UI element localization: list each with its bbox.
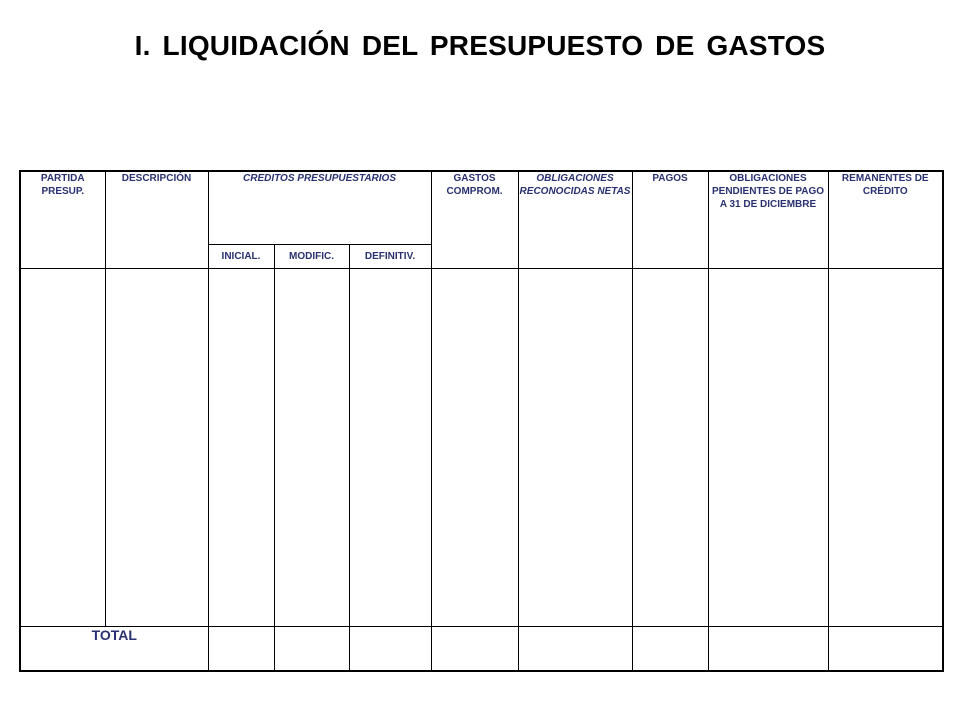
header-gastos-comprom: GASTOS COMPROM. xyxy=(431,171,518,268)
page-title: I. LIQUIDACIÓN DEL PRESUPUESTO DE GASTOS xyxy=(134,30,826,61)
body-cell-modific[interactable] xyxy=(274,268,349,626)
total-cell-modific[interactable] xyxy=(274,626,349,671)
total-cell-pagos[interactable] xyxy=(632,626,708,671)
body-cell-inicial[interactable] xyxy=(208,268,274,626)
body-cell-obligaciones-pendientes[interactable] xyxy=(708,268,828,626)
header-creditos: CREDITOS PRESUPUESTARIOS xyxy=(208,171,431,244)
body-cell-definitiv[interactable] xyxy=(349,268,431,626)
total-cell-inicial[interactable] xyxy=(208,626,274,671)
total-cell-remanentes[interactable] xyxy=(828,626,943,671)
body-cell-partida[interactable] xyxy=(20,268,105,626)
body-cell-pagos[interactable] xyxy=(632,268,708,626)
header-descripcion: DESCRIPCIÓN xyxy=(105,171,208,268)
total-cell-definitiv[interactable] xyxy=(349,626,431,671)
table-body-row xyxy=(20,268,943,626)
header-partida: PARTIDA PRESUP. xyxy=(20,171,105,268)
header-row xyxy=(20,171,943,244)
total-cell-obligaciones-netas[interactable] xyxy=(518,626,632,671)
body-cell-remanentes[interactable] xyxy=(828,268,943,626)
body-cell-descripcion[interactable] xyxy=(105,268,208,626)
header-remanentes: REMANENTES DE CRÉDITO xyxy=(828,171,943,268)
header-obligaciones-pendientes: OBLIGACIONES PENDIENTES DE PAGO A 31 DE DICIEMBRE xyxy=(708,171,828,268)
subheader-modific: MODIFIC. xyxy=(274,244,349,268)
total-label: TOTAL xyxy=(20,626,208,671)
header-obligaciones-netas: OBLIGACIONES RECONOCIDAS NETAS xyxy=(518,171,632,268)
subheader-inicial: INICIAL. xyxy=(208,244,274,268)
total-cell-gastos[interactable] xyxy=(431,626,518,671)
header-pagos: PAGOS xyxy=(632,171,708,268)
body-cell-gastos[interactable] xyxy=(431,268,518,626)
subheader-definitiv: DEFINITIV. xyxy=(349,244,431,268)
total-cell-obligaciones-pendientes[interactable] xyxy=(708,626,828,671)
total-row xyxy=(20,626,943,671)
body-cell-obligaciones-netas[interactable] xyxy=(518,268,632,626)
budget-liquidation-table xyxy=(19,170,944,672)
